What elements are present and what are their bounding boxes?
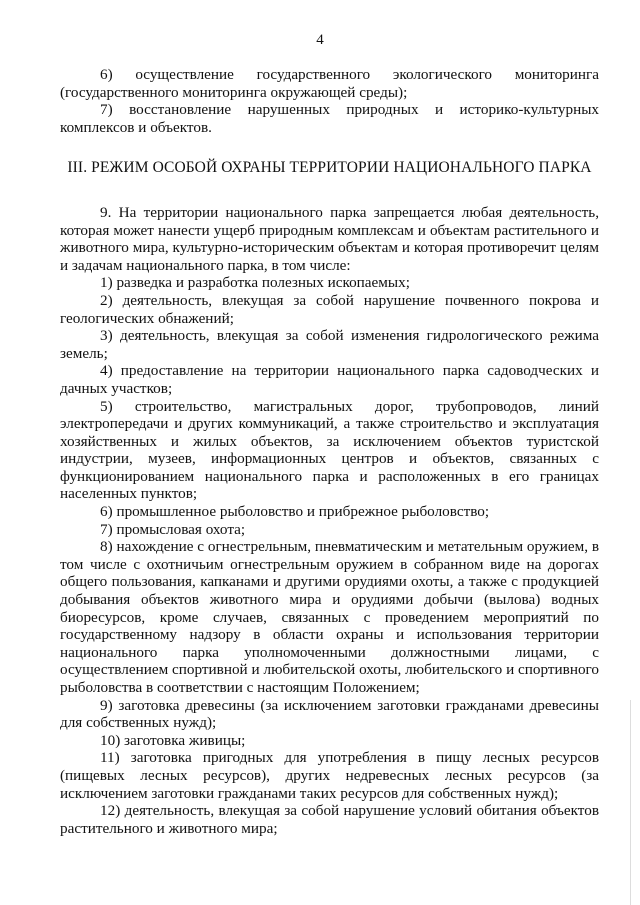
paragraph-item-7-restoration: 7) восстановление нарушенных природных и историко-культурных комплексов и объектов.: [60, 101, 599, 136]
paragraph-item-6-monitoring: 6) осуществление государственного экологического мониторинга (государственного мониторинга окружающей среды);: [60, 66, 599, 101]
list-item-10: 10) заготовка живицы;: [100, 731, 246, 749]
list-item-11: 11) заготовка пригодных для употребления в пищу лесных ресурсов (пищевых лесных ресурсов), других недревесных лесных ресурсов (за исключением заготовки гражданами таких ресурсов для собственных нужд);: [60, 749, 599, 802]
scan-edge-artifact: [630, 700, 637, 905]
section-heading: III. РЕЖИМ ОСОБОЙ ОХРАНЫ ТЕРРИТОРИИ НАЦИОНАЛЬНОГО ПАРКА: [67, 159, 592, 177]
paragraph-clause-9: 9. На территории национального парка запрещается любая деятельность, которая может нанести ущерб природным комплексам и объектам растительного и животного мира, культурно-историческим объектам и которая противоречит целям и задачам национального парка, в том числе:: [60, 203, 599, 274]
list-item-7: 7) промысловая охота;: [100, 520, 246, 538]
list-item-3: 3) деятельность, влекущая за собой изменения гидрологического режима земель;: [60, 327, 599, 362]
list-item-5: 5) строительство, магистральных дорог, трубопроводов, линий электропередачи и других коммуникаций, а также строительство и эксплуатация хозяйственных и жилых объектов, за исключением объектов туристской индустрии, музеев, информационных центров и объектов, связанных с функционированием национального парка и расположенных в его границах населенных пунктов;: [60, 397, 599, 503]
list-item-6: 6) промышленное рыболовство и прибрежное рыболовство;: [100, 503, 490, 521]
list-item-8: 8) нахождение с огнестрельным, пневматическим и метательным оружием, в том числе с охотничьим огнестрельным оружием в собранном виде на дорогах общего пользования, капканами и другими орудиями охоты, а также с продукцией добывания объектов животного мира и орудиями добычи (вылова) водных биоресурсов, кроме случаев, связанных с проведением мероприятий по государственному надзору в области охраны и использования территории национального парка уполномоченными должностными лицами, с осуществлением спортивной и любительской охоты, любительского и спортивного рыболовства в соответствии с настоящим Положением;: [60, 538, 599, 696]
list-item-4: 4) предоставление на территории национального парка садоводческих и дачных участков;: [60, 362, 599, 397]
list-item-1: 1) разведка и разработка полезных ископаемых;: [100, 274, 410, 292]
list-item-9: 9) заготовка древесины (за исключением заготовки гражданами древесины для собственных нужд);: [60, 696, 599, 732]
page-number: 4: [316, 32, 324, 48]
list-item-2: 2) деятельность, влекущая за собой нарушение почвенного покрова и геологических обнажений;: [60, 291, 599, 327]
list-item-12: 12) деятельность, влекущая за собой нарушение условий обитания объектов растительного и животного мира;: [60, 802, 599, 837]
document-body: [60, 66, 599, 837]
